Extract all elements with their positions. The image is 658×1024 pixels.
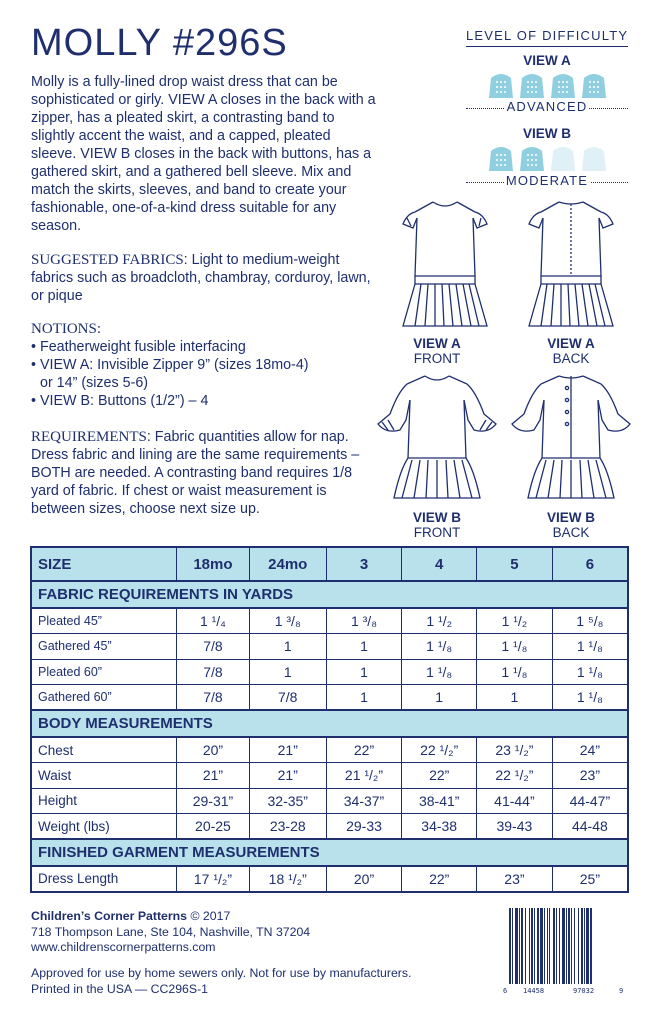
view-a-front-illustration: [395, 196, 495, 334]
table-cell: 17 ¹/₂”: [177, 866, 250, 892]
table-cell: 25”: [552, 866, 628, 892]
view-b-front-illustration: [372, 370, 502, 508]
table-cell: 1 ¹/₈: [402, 634, 477, 660]
section-header-row: [31, 581, 628, 608]
size-chart-table: [30, 546, 629, 893]
section-title: FABRIC REQUIREMENTS IN YARDS: [31, 581, 628, 608]
view-a-back-label: VIEW A BACK: [547, 336, 595, 366]
barcode-bar: [549, 908, 550, 984]
difficulty-rule: [466, 46, 628, 47]
suggested-fabrics: [31, 251, 376, 305]
difficulty-view-b-label: VIEW B: [522, 126, 571, 141]
barcode-bar: [562, 908, 565, 984]
table-cell: 44-48: [552, 814, 628, 840]
barcode-bar: [571, 908, 572, 984]
barcode-digit: 14458: [523, 987, 545, 995]
view-b-front-label: VIEW B FRONT: [412, 510, 461, 540]
row-label: Height: [31, 788, 177, 814]
thimble-rating-a-icon: [487, 70, 607, 100]
table-cell: 1 ¹/₈: [552, 659, 628, 685]
section-header-row: [31, 710, 628, 737]
table-cell: 7/8: [177, 634, 250, 660]
barcode-bar: [578, 908, 579, 984]
table-cell: 38-41”: [402, 788, 477, 814]
size-header-label: SIZE: [31, 547, 177, 581]
barcode-bar: [512, 908, 513, 984]
view-a-back-illustration: [521, 196, 621, 334]
barcode-bar: [521, 908, 523, 984]
barcode-bar: [568, 908, 570, 984]
table-cell: 1: [326, 634, 402, 660]
table-row: [31, 763, 628, 789]
table-cell: 1: [326, 659, 402, 685]
row-label: Weight (lbs): [31, 814, 177, 840]
row-label: Pleated 45”: [31, 608, 177, 634]
table-cell: 1 ¹/₂: [477, 608, 553, 634]
notions-heading: NOTIONS:: [31, 321, 101, 337]
fabrics-text: : Light to medium-weight fabrics such as broadcloth, chambray, corduroy, lawn, or pique: [31, 252, 371, 304]
table-cell: 1: [249, 659, 326, 685]
table-cell: 21 ¹/₂”: [326, 763, 402, 789]
table-row: [31, 608, 628, 634]
view-b-back-label: VIEW B BACK: [546, 510, 595, 540]
size-chart: [30, 546, 629, 893]
table-cell: 34-38: [402, 814, 477, 840]
table-cell: 1: [249, 634, 326, 660]
barcode-bar: [534, 908, 535, 984]
section-header-row: [31, 839, 628, 866]
size-header-cell: 5: [477, 547, 553, 581]
difficulty-view-a-label: VIEW A: [523, 53, 571, 68]
table-cell: 23”: [552, 763, 628, 789]
barcode-bar: [584, 908, 585, 984]
table-cell: 7/8: [249, 685, 326, 711]
table-cell: 22 ¹/₂”: [402, 737, 477, 763]
table-cell: 39-43: [477, 814, 553, 840]
table-cell: 20-25: [177, 814, 250, 840]
barcode-bar: [547, 908, 548, 984]
barcode-bar: [566, 908, 567, 984]
printed-text: Printed in the USA — CC296S-1: [31, 981, 209, 996]
barcode-bar: [537, 908, 539, 984]
row-label: Chest: [31, 737, 177, 763]
table-cell: 24”: [552, 737, 628, 763]
table-cell: 7/8: [177, 659, 250, 685]
table-cell: 29-33: [326, 814, 402, 840]
table-cell: 1 ¹/₄: [177, 608, 250, 634]
table-row: [31, 737, 628, 763]
view-b-back-illustration: [506, 370, 636, 508]
table-cell: 20”: [177, 737, 250, 763]
barcode-bar: [590, 908, 592, 984]
barcode-bar: [519, 908, 520, 984]
table-cell: 1: [326, 685, 402, 711]
row-label: Waist: [31, 763, 177, 789]
table-cell: 41-44”: [477, 788, 553, 814]
size-header-row: [31, 547, 628, 581]
row-label: Gathered 60”: [31, 685, 177, 711]
table-cell: 21”: [249, 763, 326, 789]
requirements-text: : Fabric quantities allow for nap. Dress fabric and lining are the same requirements – BOTH are needed. A contrasting band requires 1/8 yard of fabric. If chest or waist measurement is between sizes, choose next size up.: [31, 429, 360, 517]
address: 718 Thompson Lane, Ste 104, Nashville, TN 37204: [31, 924, 311, 939]
table-cell: 21”: [177, 763, 250, 789]
barcode-digit: 9: [619, 987, 624, 995]
footer-disclaimer: [31, 966, 411, 997]
difficulty-level-b: MODERATE: [466, 173, 628, 188]
size-chart-body: [31, 581, 628, 892]
table-cell: 22”: [402, 866, 477, 892]
table-cell: 23-28: [249, 814, 326, 840]
table-row: [31, 866, 628, 892]
table-cell: 1: [477, 685, 553, 711]
barcode-bar: [586, 908, 589, 984]
table-cell: 22 ¹/₂”: [477, 763, 553, 789]
barcode-bar: [515, 908, 518, 984]
barcode-bar: [531, 908, 533, 984]
notion-item: • Featherweight fusible interfacing: [31, 339, 246, 355]
table-cell: 1 ¹/₂: [402, 608, 477, 634]
requirements-heading: REQUIREMENTS: [31, 429, 147, 445]
view-a-front-label: VIEW A FRONT: [413, 336, 461, 366]
barcode-icon: [499, 902, 628, 996]
section-title: FINISHED GARMENT MEASUREMENTS: [31, 839, 628, 866]
section-title: BODY MEASUREMENTS: [31, 710, 628, 737]
table-cell: 7/8: [177, 685, 250, 711]
barcode-digit: 6: [503, 987, 508, 995]
size-header-cell: 24mo: [249, 547, 326, 581]
table-cell: 20”: [326, 866, 402, 892]
table-cell: 23 ¹/₂”: [477, 737, 553, 763]
size-header-cell: 6: [552, 547, 628, 581]
table-cell: 21”: [249, 737, 326, 763]
barcode-bar: [553, 908, 555, 984]
size-header-cell: 3: [326, 547, 402, 581]
company-name: Children’s Corner Patterns: [31, 909, 188, 923]
table-cell: 22”: [402, 763, 477, 789]
table-row: [31, 634, 628, 660]
fabrics-heading: SUGGESTED FABRICS: [31, 252, 184, 268]
notion-item: • VIEW B: Buttons (1/2”) – 4: [31, 393, 209, 409]
table-cell: 34-37”: [326, 788, 402, 814]
table-cell: 1 ¹/₈: [552, 634, 628, 660]
table-cell: 1 ¹/₈: [552, 685, 628, 711]
table-cell: 29-31”: [177, 788, 250, 814]
table-row: [31, 685, 628, 711]
barcode-digit: 97032: [573, 987, 595, 995]
row-label: Pleated 60”: [31, 659, 177, 685]
website-link[interactable]: www.childrenscornerpatterns.com: [31, 940, 216, 954]
intro-text: Molly is a fully-lined drop waist dress that can be sophisticated or girly. VIEW A closes in the back with a zipper, has a pleated skirt, a contrasting band to slightly accent the waist, and a capped, pleated sleeve. VIEW B closes in the back with buttons, has a gathered skirt, and a gathered bell sleeve. Mix and match the skirts, sleeves, and band to create your fashionable, one-of-a-kind dress suitable for any season.: [31, 74, 376, 234]
barcode-bar: [556, 908, 557, 984]
table-row: [31, 659, 628, 685]
table-cell: 1 ¹/₈: [477, 659, 553, 685]
size-header-cell: 18mo: [177, 547, 250, 581]
table-cell: 44-47”: [552, 788, 628, 814]
barcode-bar: [544, 908, 545, 984]
table-cell: 1 ¹/₈: [402, 659, 477, 685]
barcode-bar: [540, 908, 543, 984]
table-cell: 1 ³/₈: [249, 608, 326, 634]
barcode-bar: [581, 908, 583, 984]
table-cell: 1 ⁵/₈: [552, 608, 628, 634]
barcode-bar: [525, 908, 526, 984]
table-cell: 1: [402, 685, 477, 711]
table-cell: 1 ¹/₈: [477, 634, 553, 660]
table-cell: 1 ³/₈: [326, 608, 402, 634]
notion-item: • VIEW A: Invisible Zipper 9” (sizes 18mo-4): [31, 357, 309, 373]
difficulty-title: LEVEL OF DIFFICULTY: [466, 28, 629, 43]
table-row: [31, 814, 628, 840]
footer-info: [31, 909, 310, 956]
row-label: Gathered 45”: [31, 634, 177, 660]
pattern-title: MOLLY #296S: [31, 22, 288, 64]
barcode-bar: [509, 908, 511, 984]
barcode-bar: [559, 908, 560, 984]
table-row: [31, 788, 628, 814]
notions: [31, 320, 376, 410]
table-cell: 18 ¹/₂”: [249, 866, 326, 892]
requirements: [31, 428, 376, 518]
table-cell: 23”: [477, 866, 553, 892]
difficulty-level-a: ADVANCED: [466, 99, 628, 114]
size-header-cell: 4: [402, 547, 477, 581]
barcode-bar: [574, 908, 575, 984]
table-cell: 22”: [326, 737, 402, 763]
table-cell: 32-35”: [249, 788, 326, 814]
thimble-rating-b-icon: [487, 143, 607, 173]
copyright: © 2017: [187, 909, 231, 923]
barcode-bar: [529, 908, 530, 984]
notion-item: or 14” (sizes 5-6): [40, 375, 149, 391]
approval-text: Approved for use by home sewers only. Not for use by manufacturers.: [31, 966, 412, 980]
row-label: Dress Length: [31, 866, 177, 892]
